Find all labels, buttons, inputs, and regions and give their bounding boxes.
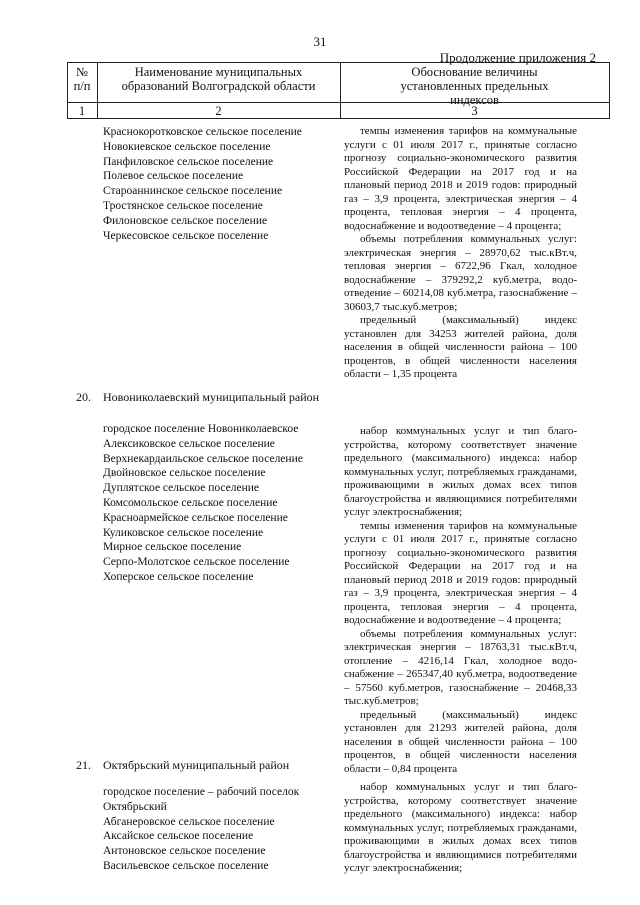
justification-paragraph: набор коммунальных услуг и тип благоустройства, которому соответствует значение предельного (максимального) индекса: набор коммунальных услуг, потребляемых гражданами, проживающими в жилых домах всех типов благоустройства и являющимися потребителями услуг электроснабжения; <box>344 781 577 874</box>
settlement-name: Новокиевское сельское поселение <box>103 140 271 153</box>
header-col2-line: образований Волгоградской области <box>121 79 316 93</box>
settlement-name: Хоперское сельское поселение <box>103 570 254 583</box>
row-number: 21. <box>76 758 91 772</box>
justification-paragraph: темпы изменения тарифов на коммунальные услуги с 01 июля 2017 г., принятые согласно прогнозу социально-экономического развития Российской Федерации на 2017 год и на плановый период 2018 и 2019 годов: природный газ – 3,9 процента, электрическая энергия – 4 процента, тепловая энергия – 4 процента, водоснабжение и водоотведение – 4 процента; <box>344 519 577 626</box>
header-bottom-rule <box>67 118 610 119</box>
settlement-name: Тростянское сельское поселение <box>103 199 263 212</box>
settlement-name: Абганеровское сельское поселение <box>103 815 275 828</box>
settlement-name: Краснокоротковское сельское поселение <box>103 126 302 138</box>
justification-paragraph: предельный (максимальный) индекс установлен для 34253 жителей района, доля населения в общей численности района – 100 процентов, в общей численности населения области – 1,35 процента <box>344 314 577 380</box>
settlement-name: Куликовское сельское поселение <box>103 526 264 539</box>
settlement-name: Черкесовское сельское поселение <box>103 229 269 242</box>
row-number: 20. <box>76 390 91 404</box>
settlement-list <box>103 422 343 585</box>
header-top-rule <box>67 62 610 63</box>
settlement-name: Аксайское сельское поселение <box>103 830 254 843</box>
header-col3 <box>340 65 609 107</box>
header-col3-line: индексов <box>450 93 499 107</box>
justification-paragraph: объемы потребления коммунальных услуг: электрическая энергия – 18763,31 тыс.кВт.ч, отопление – 4216,14 Гкал, холодное водоснабжение – 265347,40 куб.метра, водоотведение – 57560 куб.метров, газоснабжение – 20468,33 тыс.куб.метров; <box>344 627 577 707</box>
settlement-name: Староаннинское сельское поселение <box>103 185 283 198</box>
settlement-name: Дуплятское сельское поселение <box>103 482 260 495</box>
column-number: 1 <box>78 104 86 118</box>
settlement-name: Антоновское сельское поселение <box>103 845 266 858</box>
justification-paragraph: предельный (максимальный) индекс установлен для 21293 жителей района, доля населения в общей численности района – 100 процентов, в общей численности населения области – 0,84 процента <box>344 708 577 775</box>
settlement-name: Васильевское сельское поселение <box>103 859 269 872</box>
settlement-name: городское поселение Новониколаевское <box>103 423 299 435</box>
header-col2-line: Наименование муниципальных <box>134 65 303 79</box>
settlement-name: Двойновское сельское поселение <box>103 467 266 480</box>
page-number: 31 <box>313 34 327 49</box>
settlement-name: Верхнекардаильское сельское поселение <box>103 452 303 465</box>
settlement-name: Филоновское сельское поселение <box>103 214 268 227</box>
table-header <box>67 62 610 118</box>
settlement-name: Полевое сельское поселение <box>103 170 244 183</box>
header-col3-line: Обоснование величины <box>411 65 538 79</box>
header-col1-line: № <box>76 65 88 79</box>
header-divider <box>609 62 610 118</box>
settlement-list <box>103 785 328 874</box>
district-name: Новониколаевский муниципальный район <box>103 390 320 404</box>
settlement-name: Мирное сельское поселение <box>103 541 242 554</box>
settlement-name: Панфиловское сельское поселение <box>103 155 274 168</box>
column-number: 2 <box>215 104 222 118</box>
justification-text <box>344 781 577 876</box>
header-col3-line: установленных предельных <box>400 79 549 93</box>
settlement-name: Комсомольское сельское поселение <box>103 496 278 509</box>
settlement-name: Алексиковское сельское поселение <box>103 437 275 450</box>
settlement-list <box>103 125 343 243</box>
settlement-name: городское поселение – рабочий поселок Октябрьский <box>103 786 300 813</box>
column-number: 3 <box>471 104 478 118</box>
header-col1-line: п/п <box>73 79 91 93</box>
justification-text <box>344 425 577 776</box>
district-name: Октябрьский муниципальный район <box>103 758 290 772</box>
settlement-name: Красноармейское сельское поселение <box>103 511 288 524</box>
justification-paragraph: объемы потребления коммунальных услуг: электрическая энергия – 28970,62 тыс.кВт.ч, тепловая энергия – 6722,96 Гкал, холодное водоснабжение – 379292,2 куб.метра, водоотведение – 60214,08 куб.метра, газоснабжение – 30603,7 тыс.куб.метров; <box>344 233 577 313</box>
header-col2 <box>97 65 340 93</box>
justification-paragraph: темпы изменения тарифов на коммунальные услуги с 01 июля 2017 г., принятые согласно прогнозу социально-экономического развития Российской Федерации на 2017 год и на плановый период 2018 и 2019 годов: природный газ – 3,9 процента, электрическая энергия – 4 процента, тепловая энергия – 4 процента, водоснабжение и водоотведение – 4 процента; <box>344 125 577 232</box>
justification-text <box>344 125 577 382</box>
settlement-name: Серпо-Молотское сельское поселение <box>103 556 290 569</box>
justification-paragraph: набор коммунальных услуг и тип благоустройства, которому соответствует значение предельного (максимального) индекса: набор коммунальных услуг, потребляемых гражданами, проживающими в жилых домах всех типов благоустройства и являющимися потребителями услуг электроснабжения; <box>344 425 577 518</box>
header-col1 <box>67 65 97 93</box>
continuation-label: Продолжение приложения 2 <box>439 50 596 65</box>
